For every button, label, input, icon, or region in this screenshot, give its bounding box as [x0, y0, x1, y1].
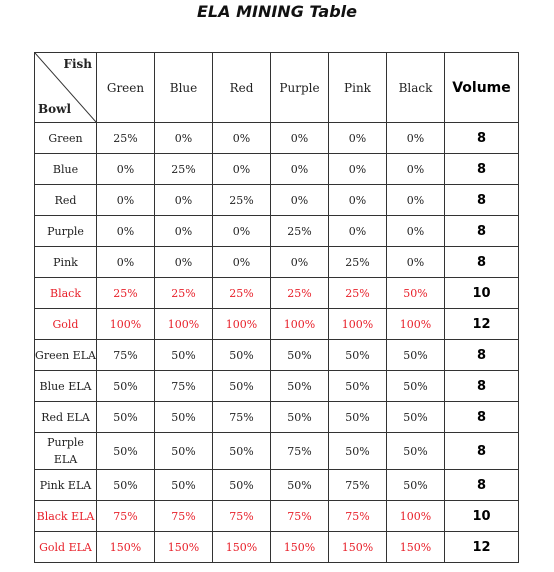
row-label: Black — [35, 278, 97, 309]
volume-cell: 8 — [445, 123, 519, 154]
table-cell: 75% — [97, 501, 155, 532]
table-cell: 75% — [329, 470, 387, 501]
volume-cell: 8 — [445, 154, 519, 185]
table-cell: 50% — [213, 433, 271, 470]
table-cell: 50% — [155, 340, 213, 371]
table-cell: 50% — [387, 278, 445, 309]
table-cell: 0% — [213, 216, 271, 247]
table-cell: 0% — [271, 154, 329, 185]
table-cell: 50% — [329, 402, 387, 433]
table-cell: 25% — [97, 278, 155, 309]
table-cell: 75% — [97, 340, 155, 371]
table-cell: 0% — [97, 247, 155, 278]
table-cell: 25% — [155, 278, 213, 309]
table-cell: 0% — [387, 123, 445, 154]
table-cell: 25% — [155, 154, 213, 185]
table-cell: 50% — [387, 470, 445, 501]
table-cell: 25% — [329, 247, 387, 278]
table-cell: 0% — [387, 247, 445, 278]
table-row — [35, 501, 519, 532]
volume-cell: 8 — [445, 470, 519, 501]
table-cell: 25% — [213, 185, 271, 216]
table-cell: 50% — [387, 433, 445, 470]
table-cell: 100% — [155, 309, 213, 340]
table-row — [35, 247, 519, 278]
table-cell: 0% — [155, 185, 213, 216]
table-cell: 25% — [329, 278, 387, 309]
table-row — [35, 185, 519, 216]
row-label: Red — [35, 185, 97, 216]
table-cell: 50% — [213, 340, 271, 371]
table-row — [35, 216, 519, 247]
row-label: Red ELA — [35, 402, 97, 433]
row-label: Gold — [35, 309, 97, 340]
row-label: Green ELA — [35, 340, 97, 371]
row-label: Pink ELA — [35, 470, 97, 501]
row-label: Purple — [35, 216, 97, 247]
table-cell: 75% — [271, 433, 329, 470]
row-label: Black ELA — [35, 501, 97, 532]
table-cell: 75% — [329, 501, 387, 532]
row-label: Blue ELA — [35, 371, 97, 402]
row-label: Blue — [35, 154, 97, 185]
volume-cell: 8 — [445, 247, 519, 278]
table-row — [35, 278, 519, 309]
volume-cell: 12 — [445, 532, 519, 563]
table-cell: 50% — [97, 371, 155, 402]
table-cell: 50% — [271, 402, 329, 433]
table-cell: 50% — [329, 433, 387, 470]
row-label: Purple ELA — [35, 433, 97, 470]
table-cell: 50% — [271, 470, 329, 501]
table-cell: 75% — [155, 371, 213, 402]
table-cell: 50% — [97, 402, 155, 433]
table-cell: 150% — [155, 532, 213, 563]
ela-mining-table — [34, 52, 519, 563]
volume-header: Volume — [445, 53, 519, 123]
column-header: Green — [97, 53, 155, 123]
table-cell: 0% — [155, 123, 213, 154]
table-cell: 0% — [329, 154, 387, 185]
table-cell: 0% — [213, 154, 271, 185]
table-cell: 0% — [213, 123, 271, 154]
table-cell: 0% — [387, 216, 445, 247]
table-cell: 150% — [387, 532, 445, 563]
volume-cell: 8 — [445, 340, 519, 371]
table-cell: 50% — [271, 371, 329, 402]
column-header: Purple — [271, 53, 329, 123]
table-cell: 50% — [213, 470, 271, 501]
corner-bowl-label: Bowl — [38, 102, 72, 116]
table-cell: 0% — [213, 247, 271, 278]
table-cell: 0% — [271, 185, 329, 216]
row-label: Gold ELA — [35, 532, 97, 563]
header-row — [35, 53, 519, 123]
table-cell: 50% — [97, 470, 155, 501]
volume-cell: 8 — [445, 216, 519, 247]
table-cell: 50% — [329, 371, 387, 402]
table-cell: 100% — [329, 309, 387, 340]
volume-cell: 10 — [445, 501, 519, 532]
volume-cell: 12 — [445, 309, 519, 340]
table-row — [35, 154, 519, 185]
table-cell: 50% — [155, 402, 213, 433]
table-cell: 50% — [213, 371, 271, 402]
table-cell: 75% — [271, 501, 329, 532]
table-cell: 50% — [329, 340, 387, 371]
table-cell: 0% — [329, 185, 387, 216]
table-row — [35, 309, 519, 340]
table-cell: 0% — [155, 247, 213, 278]
table-cell: 100% — [271, 309, 329, 340]
table-cell: 0% — [387, 154, 445, 185]
table-cell: 25% — [97, 123, 155, 154]
table-cell: 150% — [97, 532, 155, 563]
table-cell: 100% — [97, 309, 155, 340]
volume-cell: 8 — [445, 185, 519, 216]
table-row — [35, 470, 519, 501]
table-cell: 0% — [329, 216, 387, 247]
table-cell: 50% — [155, 470, 213, 501]
table-row — [35, 123, 519, 154]
table-cell: 75% — [213, 501, 271, 532]
table-cell: 0% — [97, 216, 155, 247]
table-cell: 50% — [387, 371, 445, 402]
column-header: Red — [213, 53, 271, 123]
table-cell: 0% — [155, 216, 213, 247]
row-label: Pink — [35, 247, 97, 278]
table-row — [35, 433, 519, 470]
volume-cell: 10 — [445, 278, 519, 309]
volume-cell: 8 — [445, 402, 519, 433]
table-cell: 0% — [271, 123, 329, 154]
table-cell: 75% — [155, 501, 213, 532]
volume-cell: 8 — [445, 371, 519, 402]
table-cell: 25% — [213, 278, 271, 309]
table-cell: 100% — [387, 309, 445, 340]
page-title: ELA MINING Table — [197, 2, 357, 21]
table-cell: 150% — [329, 532, 387, 563]
table-cell: 150% — [213, 532, 271, 563]
corner-cell — [35, 53, 97, 123]
table-cell: 50% — [97, 433, 155, 470]
column-header: Pink — [329, 53, 387, 123]
table-cell: 0% — [97, 185, 155, 216]
table-cell: 75% — [213, 402, 271, 433]
table-row — [35, 340, 519, 371]
table-row — [35, 402, 519, 433]
table-cell: 50% — [387, 340, 445, 371]
column-header: Black — [387, 53, 445, 123]
corner-fish-label: Fish — [63, 57, 92, 71]
volume-cell: 8 — [445, 433, 519, 470]
table-cell: 25% — [271, 216, 329, 247]
table-cell: 50% — [271, 340, 329, 371]
table-cell: 50% — [155, 433, 213, 470]
table-cell: 100% — [387, 501, 445, 532]
table-cell: 25% — [271, 278, 329, 309]
row-label: Green — [35, 123, 97, 154]
table-cell: 50% — [387, 402, 445, 433]
table-row — [35, 371, 519, 402]
table-cell: 0% — [387, 185, 445, 216]
table-cell: 0% — [97, 154, 155, 185]
column-header: Blue — [155, 53, 213, 123]
table-row — [35, 532, 519, 563]
table-cell: 150% — [271, 532, 329, 563]
table-cell: 0% — [271, 247, 329, 278]
table-cell: 100% — [213, 309, 271, 340]
table-cell: 0% — [329, 123, 387, 154]
